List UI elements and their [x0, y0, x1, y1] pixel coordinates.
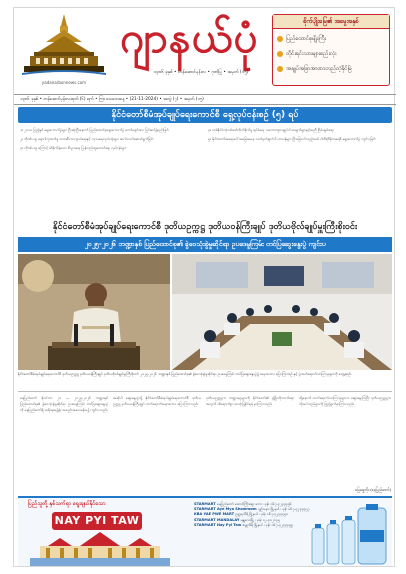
- body-column: ဒုတိယဥက္ကဋ္ဌက ဘဏ္ဍာငွေများကို နိုင်ငံတော်၏ ဖွံ့ဖြိုးတိုးတက်ရေးအတွက် ထိရောက်စွာ အသုံးပြုနိုင်ရန် မှာကြားသည်။: [206, 396, 294, 407]
- pagoda-logo-icon: [20, 12, 108, 78]
- body-column: အဆိုပါ ဆွေးနွေးပွဲသို့ နိုင်ငံတော်စီမံအုပ်ချုပ်ရေးကောင်စီ ဒုတိယဥက္ကဋ္ဌ ဒုတိယဝန်ကြီးချုပ် တက်ရောက်အမှာစကား ပြောကြားသည်။: [113, 396, 201, 407]
- teaser-box: [272, 14, 390, 86]
- ad-tagline: ပြည်သူတို့ နှစ်သက်ရာ ရွေးချယ်နိုင်သော: [28, 501, 106, 507]
- advertisement[interactable]: [18, 496, 392, 566]
- teaser-list: [273, 29, 389, 77]
- newspaper-page: [13, 7, 395, 567]
- bullet-icon: [277, 36, 283, 42]
- ad-outlet: STARMART MANDALAY မန္တလေးမြို့ ၊ ဖုန်း ၀၂-၄၀၂၁၃၅: [194, 517, 280, 522]
- newspaper-title: ဂျာနယ်ပုံ: [119, 13, 259, 62]
- lead-paragraph: ၁။ ၂၀၁၀ ပြည့်နှစ် ရွေးကောက်ပွဲများ ပြီးဆုံးပြီးနောက် ပြည်ထောင်စုရွေးကောက်ပွဲ ကော်မရှင်အား ပြင်ဆင်ဖွဲ့စည်းခြင်း: [20, 128, 170, 132]
- lead-column-left: [20, 127, 202, 209]
- website-url[interactable]: yadanarbonnews.com: [41, 80, 87, 85]
- bullet-icon: [277, 51, 283, 57]
- teaser-item: အချုပ်အခြာအာဏာတည်တံ့ခိုင်မြဲ: [277, 62, 385, 77]
- ad-brand-logo: NAY PYI TAW: [52, 512, 142, 530]
- byline: မြေရွှေတိုး (နေပြည်တော်): [355, 487, 391, 492]
- meeting-photo: [172, 254, 392, 370]
- headline-main-subtitle: ၂၀၂၅-၂၀၂၆ ဘဏ္ဍာနှစ် ပြည်ထောင်စု၏ ခွဲဝေသုံးစွဲမှုဆိုင်ရာ ဥပဒေမူကြမ်း တင်ပြဆွေးနွေးပွဲ ကျင်းပ: [18, 237, 392, 252]
- body-column: ထို့နောက် တက်ရောက်လာကြသူများက ဆွေးနွေးကြပြီး ဒုတိယဥက္ကဋ္ဌက လိုအပ်သည်များကို ဖြည့်စွက်မှာကြားသည်။: [299, 396, 391, 407]
- bullet-icon: [277, 66, 283, 72]
- photo-caption: နိုင်ငံတော်စီမံအုပ်ချုပ်ရေးကောင်စီ ဒုတိယဥက္ကဋ္ဌ ဒုတိယဝန်ကြီးချုပ် ဒုတိယဗိုလ်ချုပ်မှူးကြီးစိုးဝင်း ၂၀၂၅-၂၀၂၆ ဘဏ္ဍာနှစ် ပြည်ထောင်စု၏ ခွဲဝေသုံးစွဲမှုဆိုင်ရာ ဥပဒေမူကြမ်း တင်ပြဆွေးနွေးပွဲ၌ အမှာစကား ပြောကြားစဉ် နှင့် ပွဲတက်ရောက်လာကြသူများကို တွေ့ရစဉ်။: [18, 372, 392, 392]
- speaker-photo: [18, 254, 170, 370]
- headline-objectives: နိုင်ငံတော်စီမံအုပ်ချုပ်ရေးကောင်စီ ရှေ့လုပ်ငန်းစဉ် (၅) ရပ်: [18, 107, 392, 123]
- lead-paragraph: ၃။ ကိုဗစ်-၁၉ ကြောင့် ထိခိုက်ခဲ့သော စီးပွားရေး ပြန်လည်ထူထောင်ရေး လုပ်ငန်းများ: [20, 146, 127, 151]
- issue-line: ၁၃၈၆ ခုနှစ် • တန်ဆောင်မုန်းလ • ဂုဏ်ပြု • အမှတ် (၁၅): [153, 70, 249, 75]
- teaser-heading: စိုက်ပျိုးမြေ၏ အမွေအနှစ်: [273, 15, 389, 29]
- ad-outlet-list: [194, 502, 310, 566]
- lead-column-right: [208, 127, 390, 209]
- ad-outlet: STARMART Nay Pyi Taw ဇမ္ဗူသီရိ မြို့နယ် ၊ ဖုန်း ၀၆၇-၄၂၃၃၄၅၉: [194, 522, 293, 527]
- dateline: ၁၃၈၆ ခုနှစ် • တန်ဆောင်မုန်းလဆုတ် (၆) ရက် • ကြာသပတေးနေ့ • (21-11-2024) • အတွဲ (၇) • အမှတ် (၁၅): [14, 94, 396, 105]
- teaser-item: ပြည်ထောင်စုမျိုးကြီး: [277, 32, 385, 47]
- body-column: နေပြည်တော် နိုဝင်ဘာ ၂၀ — ၂၀၂၅-၂၀၂၆ ဘဏ္ဍာနှစ် ပြည်ထောင်စု၏ ခွဲဝေသုံးစွဲမှုဆိုင်ရာ ဥပဒေမူကြမ်း တင်ပြဆွေးနွေးပွဲကို နေပြည်တော်ရှိ အစိုးရအဖွဲ့ရုံး အစည်းအဝေးခန်းမ၌ ကျင်းပသည်။: [20, 396, 108, 413]
- ad-outlet: STARMART နေပြည်တော် ထောင်ကြီးစျေး ဘေး ၊ ဖုန်း ၀၆၇-၄၂၃၃၄၅၆: [194, 502, 292, 506]
- ad-outlet: STARMART Aye Mya Showroom ပျဉ်းမနား မြို့နယ် ၊ ဖုန်း ၀၆၇-၄၂၃၃၄၅၇: [194, 507, 310, 512]
- water-bottle-icon: [308, 504, 390, 566]
- teaser-item: တိုင်းရင်းသားများစည်းလုံး: [277, 47, 385, 62]
- ad-outlet: KBA YAE PWE MART ဥတ္တရသီရိ မြို့နယ် ၊ ဖုန်း ၀၆၇-၄၂၃၃၄၅၈: [194, 512, 289, 517]
- lead-paragraph: ၄။ တစ်နိုင်ငံလုံးပစ်ခတ်တိုက်ခိုက်မှု ရပ်စဲရေး သဘောတူစာချုပ်ပါ အချက်များနှင့်အညီ ငြိမ်းချမ်းရေး: [208, 128, 334, 132]
- building-icon: [30, 532, 170, 566]
- lead-paragraph: ၂။ ကိုဗစ်-၁၉ ရောဂါကူးစက်မှု တားဆီးကာကွယ်ရေးနှင့် ကုသရေးလုပ်ငန်းများ ဆက်လက်ဆောင်ရွက်ခြင်း: [20, 137, 154, 142]
- lead-paragraph: ၅။ နိုင်ငံတော်အရေးပေါ်အခြေအနေ သတ်မှတ်ချက်ပါ တာဝန်များ ပြီးမြောက်သည့်အခါ ပါတီစုံဒီမိုကရေစီ ရွေးကောက်ပွဲ ကျင်းပခြင်း: [208, 137, 376, 142]
- masthead: [14, 8, 396, 92]
- headline-main-story[interactable]: နိုင်ငံတော်စီမံအုပ်ချုပ်ရေးကောင်စီ ဒုတိယဥက္ကဋ္ဌ ဒုတိယဝန်ကြီးချုပ် ဒုတိယဗိုလ်ချုပ်မှူးကြီးစိုးဝင်း: [52, 222, 358, 232]
